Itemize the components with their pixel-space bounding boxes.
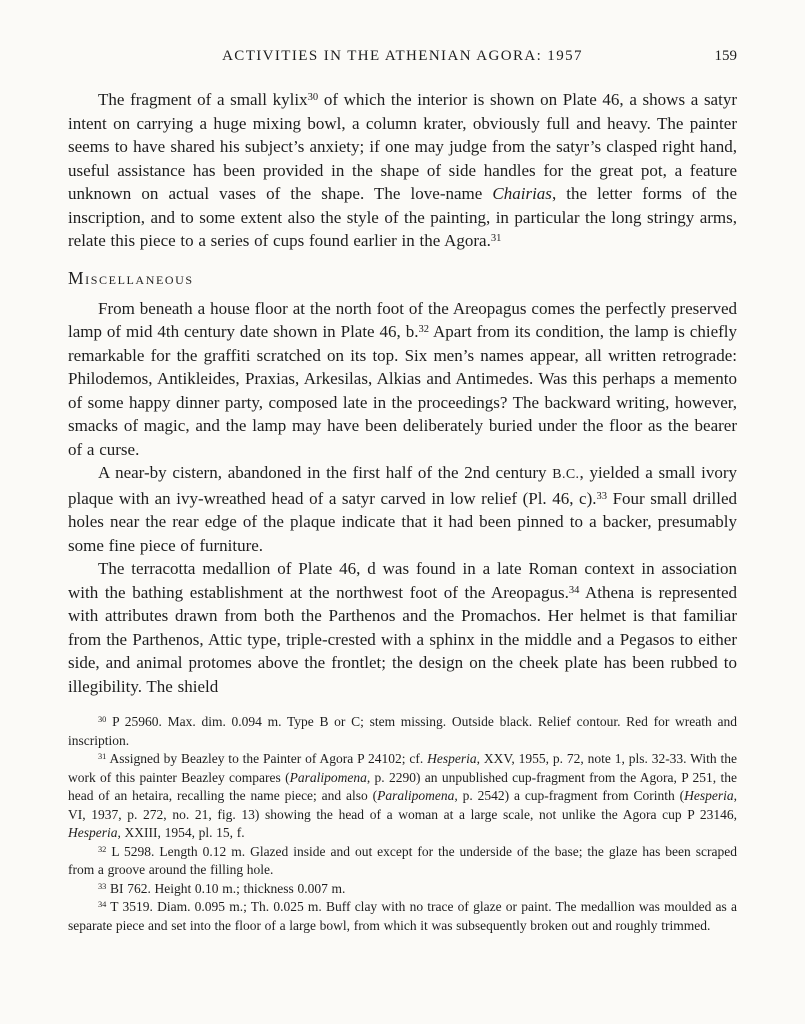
page-header (68, 48, 737, 68)
paragraph-kylix-fragment: The fragment of a small kylix$^{30}$ of which the interior is shown on Plate 46, a shows a satyr intent on carrying a huge mixing bowl, a column krater, obviously full and heavy. The painter seems to have shared his subject’s anxiety; if one may judge from the satyr’s clasped right hand, useful assistance has been provided in the shape of side handles for the great pot, a feature unknown on actual vases of the shape. The love-name Chairias, the letter forms of the inscription, and to some extent also the style of the painting, in particular the long stringy arms, relate this piece to a series of cups found earlier in the Agora.$^{31}$ (68, 90, 738, 250)
footnote-31: $^{31}$ Assigned by Beazley to the Painter of Agora P 24102; cf. Hesperia, XXV, 1955, p. 72, note 1, pls. 32-33. With the work of this painter Beazley compares (Paralipomena, p. 2290) an unpublished cup-fragment from the Agora, P 251, the head of an hetaira, recalling the name piece; and also (Paralipomena, p. 2542) a cup-fragment from Corinth (Hesperia, VI, 1937, p. 272, no. 21, fig. 13) showing the head of a woman at a large scale, not unlike the Agora cup P 23146, Hesperia, XXIII, 1954, pl. 15, f. (68, 751, 738, 840)
footnotes-section (68, 713, 737, 935)
footnote-33: $^{33}$ BI 762. Height 0.10 m.; thickness 0.007 m. (98, 880, 346, 896)
footnote-30: $^{30}$ P 25960. Max. dim. 0.094 m. Type B or C; stem missing. Outside black. Relief contour. Red for wreath and inscription. (68, 714, 737, 748)
body-text (68, 88, 737, 698)
paragraph-ivory-plaque: A near-by cistern, abandoned in the first half of the 2nd century B.C., yielded a small ivory plaque with an ivy-wreathed head of a satyr carved in low relief (Pl. 46, c).$^{33}$ Four small drilled holes near the rear edge of the plaque indicate that it had been pinned to a backer, presumably some fine piece of furniture. (68, 463, 737, 555)
paragraph-terracotta-medallion: The terracotta medallion of Plate 46, d was found in a late Roman context in association with the bathing establishment at the northwest foot of the Areopagus.$^{34}$ Athena is represented with attributes drawn from both the Parthenos and the Promachos. Her helmet is that familiar from the Parthenos, Attic type, triple-crested with a sphinx in the middle and a Pegasos to either side, and animal protomes above the frontlet; the design on the cheek plate has been rubbed to illegibility. The shield (68, 559, 737, 696)
page-number: 159 (714, 48, 737, 64)
running-title: ACTIVITIES IN THE ATHENIAN AGORA: 1957 (222, 48, 583, 64)
footnote-34: $^{34}$ T 3519. Diam. 0.095 m.; Th. 0.025 m. Buff clay with no trace of glaze or paint. The medallion was moulded as a separate piece and set into the floor of a large bowl, from which it was subsequently broken out and roughly trimmed. (68, 899, 737, 933)
footnote-32: $^{32}$ L 5298. Length 0.12 m. Glazed inside and out except for the underside of the base; the glaze has been scraped from a groove around the filling hole. (68, 843, 737, 877)
paragraph-lamp-graffiti: From beneath a house floor at the north foot of the Areopagus comes the perfectly preserved lamp of mid 4th century date shown in Plate 46, b.$^{32}$ Apart from its condition, the lamp is chiefly remarkable for the graffiti scratched on its top. Six men’s names appear, all written retrograde: Philodemos, Antikleides, Praxias, Arkesilas, Alkias and Antimedes. Was this perhaps a memento of some happy dinner party, composed late in the proceedings? The backward writing, however, smacks of magic, and the lamp may have been deliberately buried under the floor as the bearer of a curse. (68, 298, 738, 459)
section-heading-miscellaneous: Miscellaneous (68, 267, 194, 288)
